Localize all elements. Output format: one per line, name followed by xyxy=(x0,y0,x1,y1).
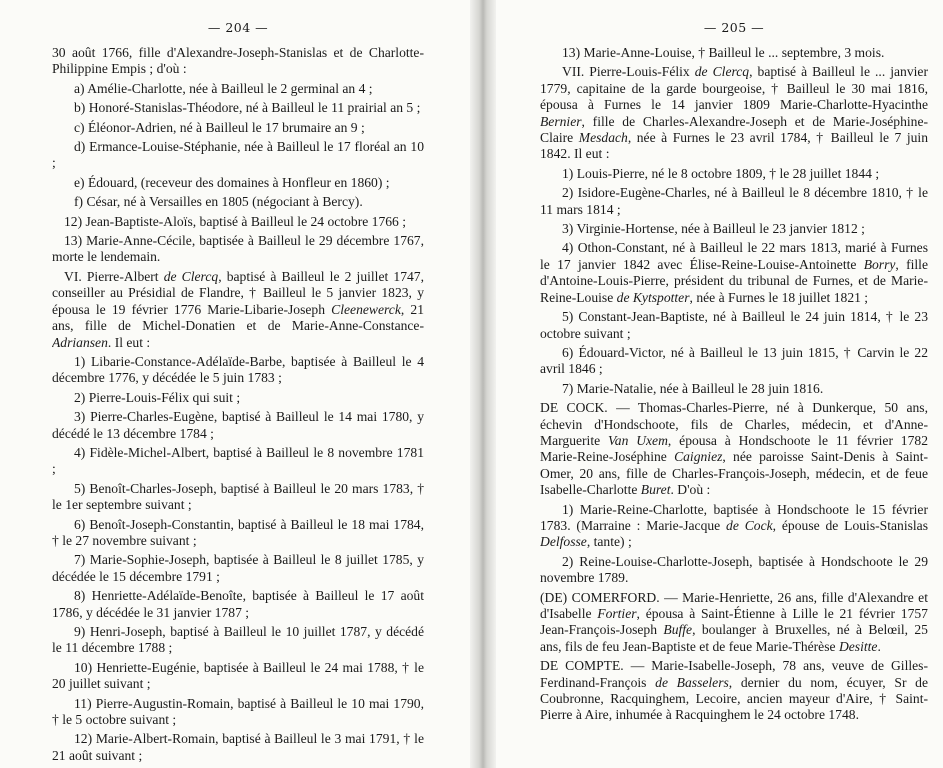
left-page-text xyxy=(52,45,424,764)
right-page xyxy=(540,0,928,768)
paragraph: 30 août 1766, fille d'Alexandre-Joseph-Stanislas et de Charlotte-Philippine Empis ; d'où : xyxy=(52,45,424,77)
paragraph: 3) Pierre-Charles-Eugène, baptisé à Bailleul le 14 mai 1780, y décédé le 13 décembre 1784 ; xyxy=(52,409,424,441)
paragraph: 13) Marie-Anne-Cécile, baptisée à Bailleul le 29 décembre 1767, morte le lendemain. xyxy=(52,233,424,265)
paragraph: 6) Benoît-Joseph-Constantin, baptisé à Bailleul le 18 mai 1784, † le 27 novembre suivant ; xyxy=(52,516,424,548)
paragraph: c) Éléonor-Adrien, né à Bailleul le 17 brumaire an 9 ; xyxy=(74,119,365,135)
paragraph: e) Édouard, (receveur des domaines à Honfleur en 1860) ; xyxy=(74,174,390,190)
paragraph: 9) Henri-Joseph, baptisé à Bailleul le 10 juillet 1787, y décédé le 11 décembre 1788 ; xyxy=(52,624,424,656)
paragraph: (DE) COMERFORD. — Marie-Henriette, 26 ans, fille d'Alexandre et d'Isabelle Fortier, épousa à Saint-Étienne à Lille le 21 février 1757 Jean-François-Joseph Buffe, boulanger à Bruxelles, né à Belœil, 25 ans, fils de feu Jean-Baptiste et de feue Marie-Thérèse Desitte. xyxy=(540,589,928,654)
paragraph: 4) Fidèle-Michel-Albert, baptisé à Bailleul le 8 novembre 1781 ; xyxy=(52,444,424,477)
paragraph: f) César, né à Versailles en 1805 (négociant à Bercy). xyxy=(74,194,363,210)
paragraph: 1) Marie-Reine-Charlotte, baptisée à Hondschoote le 15 février 1783. (Marraine : Marie-Jacque de Cock, épouse de Louis-Stanislas Delfosse, tante) ; xyxy=(540,501,928,550)
paragraph: DE COCK. — Thomas-Charles-Pierre, né à Dunkerque, 50 ans, échevin d'Hondschoote, fils de Charles, médecin, et d'Anne-Marguerite Van Uxem, épousa à Hondschoote le 11 février 1782 Marie-Reine-Joséphine Caigniez, née paroisse Saint-Denis à Saint-Omer, 20 ans, fille de Charles-François-Joseph, médecin, et de feue Isabelle-Charlotte Buret. D'où : xyxy=(540,400,928,498)
paragraph: DE COMPTE. — Marie-Isabelle-Joseph, 78 ans, veuve de Gilles-Ferdinand-François de Basselers, dernier du nom, écuyer, Sr de Coubronne, Racquinghem, Lecoire, ancien mayeur d'Aire, † Saint-Pierre à Aire, inhumée à Racquinghem le 24 octobre 1748. xyxy=(540,658,928,723)
page-number-left: — 204 — xyxy=(207,20,269,35)
paragraph: a) Amélie-Charlotte, née à Bailleul le 2 germinal an 4 ; xyxy=(74,80,373,96)
paragraph: 12) Jean-Baptiste-Aloïs, baptisé à Bailleul le 24 octobre 1766 ; xyxy=(64,213,407,229)
paragraph: 1) Louis-Pierre, né le 8 octobre 1809, † le 28 juillet 1844 ; xyxy=(562,165,880,181)
paragraph: 2) Pierre-Louis-Félix qui suit ; xyxy=(74,389,241,405)
paragraph: 10) Henriette-Eugénie, baptisée à Bailleul le 24 mai 1788, † le 20 juillet suivant ; xyxy=(52,659,424,692)
paragraph: 8) Henriette-Adélaïde-Benoîte, baptisée à Bailleul le 17 août 1786, y décédée le 31 janvier 1787 ; xyxy=(52,588,424,620)
paragraph: 7) Marie-Natalie, née à Bailleul le 28 juin 1816. xyxy=(562,380,824,396)
paragraph: b) Honoré-Stanislas-Théodore, né à Bailleul le 11 prairial an 5 ; xyxy=(74,100,421,116)
paragraph: 11) Pierre-Augustin-Romain, baptisé à Bailleul le 10 mai 1790, † le 5 octobre suivant ; xyxy=(52,695,424,728)
paragraph: 3) Virginie-Hortense, née à Bailleul le 23 janvier 1812 ; xyxy=(562,221,865,237)
paragraph: VII. Pierre-Louis-Félix de Clercq, baptisé à Bailleul le ... janvier 1779, capitaine de la garde bourgeoise, † Bailleul le 30 mai 1816, épousa à Furnes le 14 janvier 1809 Marie-Charlotte-Hyacinthe Bernier, fille de Charles-Alexandre-Joseph et de Marie-Joséphine-Claire Mesdach, née à Furnes le 23 avril 1784, † Bailleul le 7 juin 1842. Il eut : xyxy=(540,64,928,162)
paragraph: 5) Benoît-Charles-Joseph, baptisé à Bailleul le 20 mars 1783, † le 1er septembre suivant ; xyxy=(52,480,424,513)
right-page-text xyxy=(540,45,928,724)
paragraph: 5) Constant-Jean-Baptiste, né à Bailleul le 24 juin 1814, † le 23 octobre suivant ; xyxy=(540,309,928,341)
book-gutter xyxy=(470,0,496,768)
paragraph: VI. Pierre-Albert de Clercq, baptisé à Bailleul le 2 juillet 1747, conseiller au Présidial de Flandre, † Bailleul le 5 janvier 1823, y épousa le 19 février 1776 Marie-Libarie-Joseph Cleenewerck, 21 ans, fille de Michel-Donatien et de Marie-Anne-Constance-Adriansen. Il eut : xyxy=(52,268,424,350)
paragraph: 1) Libarie-Constance-Adélaïde-Barbe, baptisée à Bailleul le 4 décembre 1776, y décédée le 5 juin 1783 ; xyxy=(52,353,424,386)
paragraph: 6) Édouard-Victor, né à Bailleul le 13 juin 1815, † Carvin le 22 avril 1846 ; xyxy=(540,344,928,377)
paragraph: 2) Reine-Louise-Charlotte-Joseph, baptisée à Hondschoote le 29 novembre 1789. xyxy=(540,553,928,586)
paragraph: d) Ermance-Louise-Stéphanie, née à Bailleul le 17 floréal an 10 ; xyxy=(52,139,424,171)
left-page xyxy=(52,0,424,768)
page-number-right: — 205 — xyxy=(703,20,765,35)
paragraph: 7) Marie-Sophie-Joseph, baptisée à Bailleul le 8 juillet 1785, y décédée le 15 décembre 1791 ; xyxy=(52,552,424,584)
paragraph: 2) Isidore-Eugène-Charles, né à Bailleul le 8 décembre 1810, † le 11 mars 1814 ; xyxy=(540,185,928,217)
paragraph: 4) Othon-Constant, né à Bailleul le 22 mars 1813, marié à Furnes le 17 janvier 1842 avec Élise-Reine-Louise-Antoinette Borry, fille d'Antoine-Louis-Pierre, président du tribunal de Furnes, et de Marie-Reine-Louise de Kytspotter, née à Furnes le 18 juillet 1821 ; xyxy=(540,240,928,305)
paragraph: 12) Marie-Albert-Romain, baptisé à Bailleul le 3 mai 1791, † le 21 août suivant ; xyxy=(52,731,424,763)
paragraph: 13) Marie-Anne-Louise, † Bailleul le ... septembre, 3 mois. xyxy=(562,45,885,60)
